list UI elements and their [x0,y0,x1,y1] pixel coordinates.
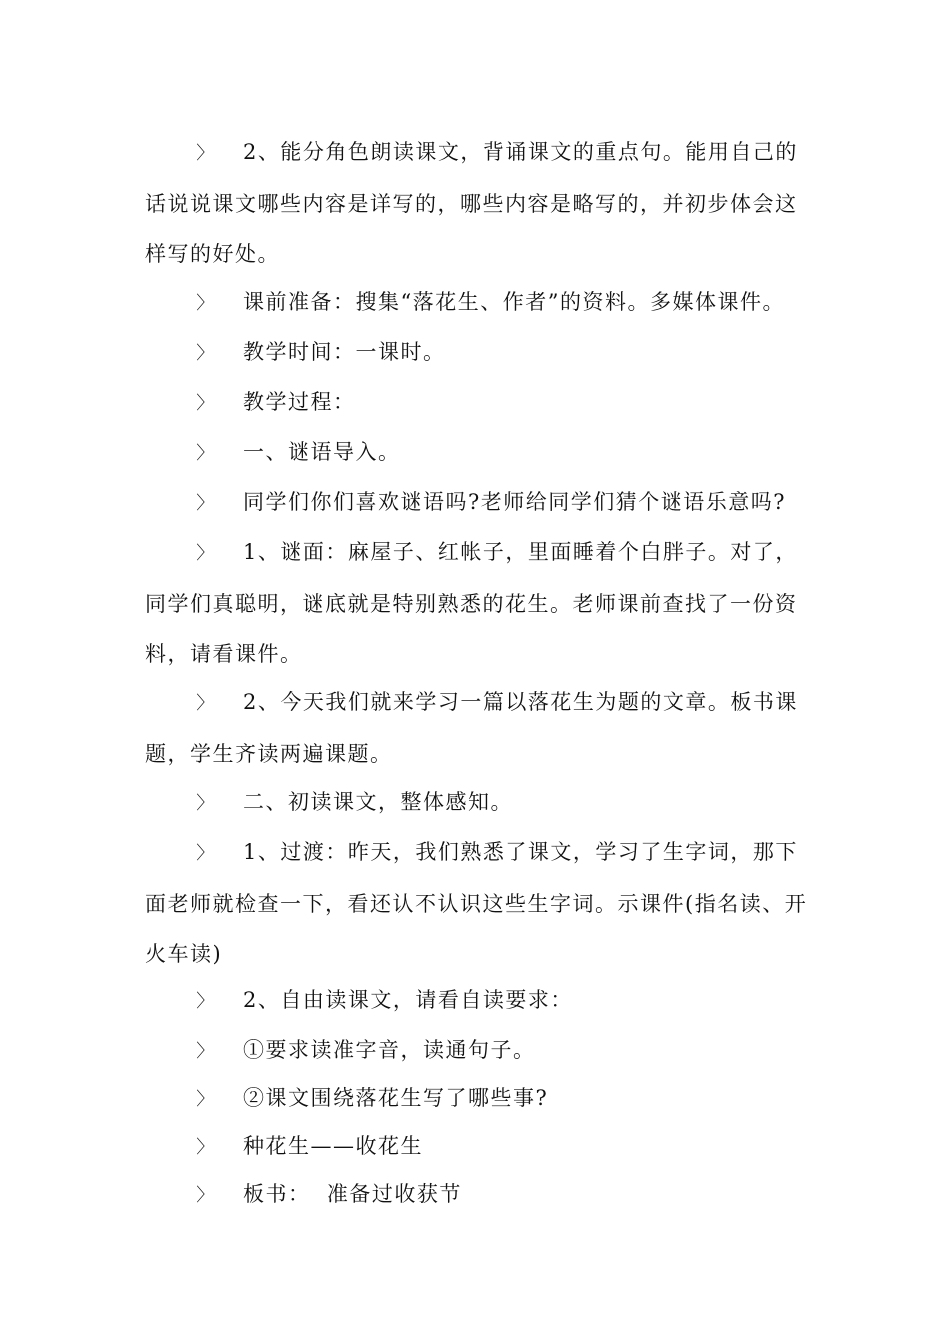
paragraph-objective-2 [145,127,810,279]
paragraph-text: 课前准备：搜集“落花生、作者”的资料。多媒体课件。 [243,290,785,314]
paragraph-riddle-question [145,477,810,529]
paragraph-text: 2、能分角色朗读课文，背诵课文的重点句。能用自己的话说说课文哪些内容是详写的，哪些内容是略写的，并初步体会这样写的好处。 [145,140,798,266]
heading-first-reading [145,777,810,829]
paragraph-text: ①要求读准字音，读通句子。 [243,1038,536,1062]
paragraph-text: 一、谜语导入。 [243,440,401,464]
bullet-icon: 〉 [196,393,216,414]
bullet-icon: 〉 [196,793,216,814]
bullet-icon: 〉 [196,693,216,714]
bullet-icon: 〉 [196,293,216,314]
paragraph-text: 教学时间：一课时。 [243,340,446,364]
bullet-icon: 〉 [196,443,216,464]
paragraph-free-reading [145,975,810,1027]
paragraph-text: 1、过渡：昨天，我们熟悉了课文，学习了生字词，那下面老师就检查一下，看还认不认识这些生字词。示课件(指名读、开火车读) [145,840,808,966]
paragraph-text: 2、自由读课文，请看自读要求： [243,988,573,1012]
heading-riddle-intro [145,427,810,479]
paragraph-board-writing [145,1169,810,1221]
paragraph-board-title [145,677,810,779]
bullet-icon: 〉 [196,543,216,564]
bullet-icon: 〉 [196,143,216,164]
paragraph-teaching-time [145,327,810,379]
paragraph-text: ②课文围绕落花生写了哪些事? [243,1086,549,1110]
paragraph-text: 教学过程： [243,390,356,414]
paragraph-riddle-face [145,527,810,679]
paragraph-preparation [145,277,810,329]
paragraph-requirement-1 [145,1025,810,1077]
bullet-icon: 〉 [196,991,216,1012]
paragraph-text: 板书： 准备过收获节 [243,1182,462,1206]
paragraph-text: 种花生——收花生 [243,1134,423,1158]
paragraph-text: 1、谜面：麻屋子、红帐子，里面睡着个白胖子。对了，同学们真聪明，谜底就是特别熟悉的花生。老师课前查找了一份资料，请看课件。 [145,540,798,666]
bullet-icon: 〉 [196,843,216,864]
paragraph-plant-harvest [145,1121,810,1173]
paragraph-transition [145,827,810,979]
paragraph-text: 2、今天我们就来学习一篇以落花生为题的文章。板书课题，学生齐读两遍课题。 [145,690,798,766]
paragraph-text: 二、初读课文，整体感知。 [243,790,513,814]
paragraph-teaching-process [145,377,810,429]
paragraph-requirement-2 [145,1073,810,1125]
bullet-icon: 〉 [196,1137,216,1158]
bullet-icon: 〉 [196,1185,216,1206]
paragraph-text: 同学们你们喜欢谜语吗?老师给同学们猜个谜语乐意吗? [243,490,787,514]
bullet-icon: 〉 [196,343,216,364]
bullet-icon: 〉 [196,1041,216,1062]
bullet-icon: 〉 [196,1089,216,1110]
bullet-icon: 〉 [196,493,216,514]
